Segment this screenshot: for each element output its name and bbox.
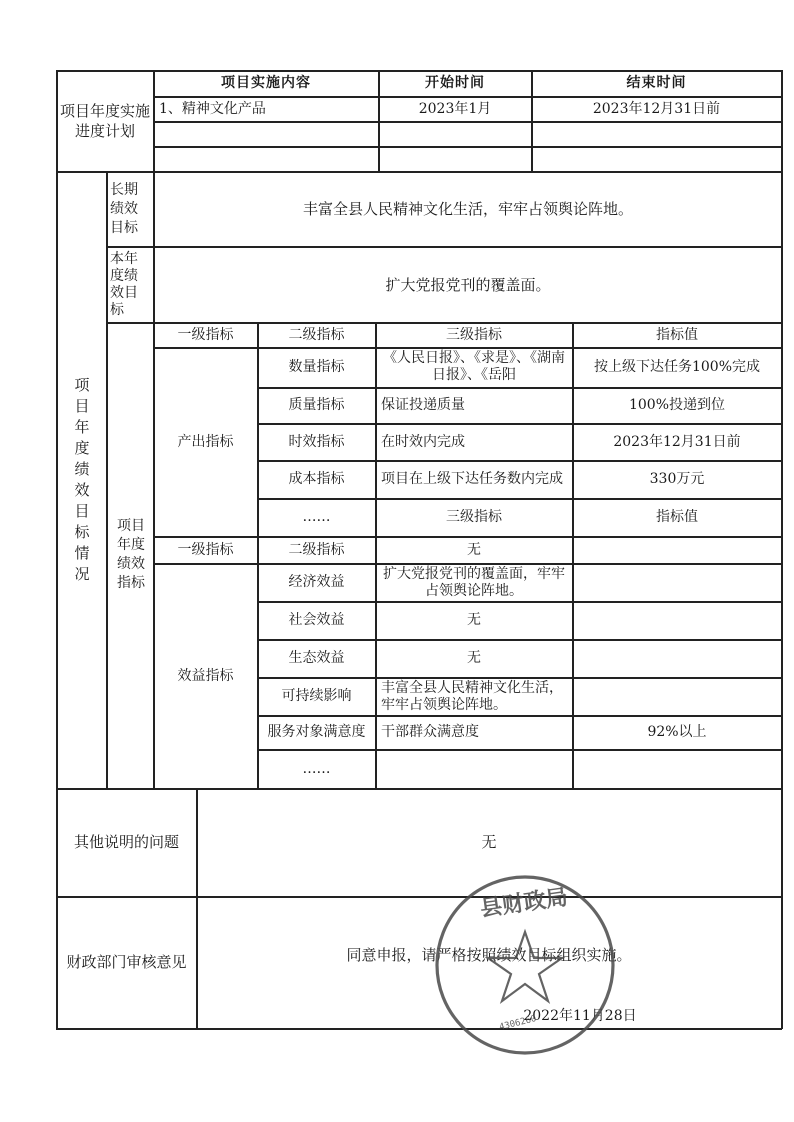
rule [781, 70, 783, 1029]
ind-header-value: 指标值 [656, 326, 698, 343]
mid-header-l2: 二级指标 [288, 541, 345, 558]
output-l3-more: 三级指标 [446, 509, 502, 525]
annual-text: 扩大党报党刊的覆盖面。 [385, 275, 551, 294]
review-text: 同意申报，请严格按照绩效目标组织实施。 [346, 945, 632, 964]
output-l3-time: 在时效内完成 [381, 433, 465, 450]
plan-label: 项目年度实施进度计划 [59, 102, 150, 140]
benefit-l3-ecological: 无 [467, 650, 481, 666]
ind-header-l3: 三级指标 [446, 326, 502, 343]
ind-header-l2: 二级指标 [288, 326, 345, 343]
benefit-l2-economic: 经济效益 [288, 574, 345, 590]
benefit-l2-more: …… [302, 760, 331, 777]
benefit-value-satisfaction: 92%以上 [647, 724, 707, 740]
plan-row-content: 1、精神文化产品 [159, 100, 266, 117]
seal-code: 4306260 [498, 1014, 538, 1033]
output-value-quantity: 按上级下达任务100%完成 [593, 359, 761, 375]
indicator-label: 项目年度绩效指标 [117, 518, 145, 591]
output-l3-cost: 项目在上级下达任务数内完成 [381, 471, 563, 487]
output-l3-quality: 保证投递质量 [381, 397, 465, 413]
col-header-end: 结束时间 [626, 75, 687, 91]
benefit-l3-satisfaction: 干部群众满意度 [381, 724, 479, 740]
seal-star-icon [488, 932, 562, 1001]
benefit-l3-economic: 扩大党报党刊的覆盖面，牢牢占领舆论阵地。 [383, 565, 565, 599]
benefit-l2-satisfaction: 服务对象满意度 [267, 724, 366, 740]
benefit-level1: 效益指标 [177, 667, 234, 684]
annual-label: 本年度绩效目标 [110, 251, 138, 318]
plan-row-end: 2023年12月31日前 [592, 100, 721, 117]
output-value-time: 2023年12月31日前 [613, 433, 741, 450]
col-header-start: 开始时间 [425, 75, 485, 91]
benefit-l3-social: 无 [467, 612, 481, 628]
benefit-l2-social: 社会效益 [288, 612, 345, 628]
output-value-quality: 100%投递到位 [628, 397, 726, 413]
rule [56, 1028, 782, 1030]
plan-row-start: 2023年1月 [418, 100, 492, 117]
benefit-l2-sustainable: 可持续影响 [281, 688, 352, 704]
output-value-more: 指标值 [656, 509, 698, 525]
official-seal [430, 870, 620, 1060]
long-term-text: 丰富全县人民精神文化生活，牢牢占领舆论阵地。 [302, 199, 633, 218]
long-term-label: 长期绩效目标 [110, 181, 138, 236]
other-text: 无 [481, 833, 497, 851]
output-l2-quantity: 数量指标 [288, 359, 345, 375]
output-value-cost: 330万元 [649, 471, 705, 487]
output-l2-quality: 质量指标 [288, 397, 345, 413]
benefit-l3-sustainable: 丰富全县人民精神文化生活，牢牢占领舆论阵地。 [381, 679, 563, 713]
mid-header-l1: 一级指标 [177, 541, 234, 558]
benefit-l2-ecological: 生态效益 [288, 650, 345, 666]
output-l3-quantity: 《人民日报》、《求是》、《湖南日报》、《岳阳 [383, 350, 565, 383]
ind-header-l1: 一级指标 [177, 326, 234, 343]
review-date: 2022年11月28日 [523, 1007, 637, 1024]
output-l2-time: 时效指标 [288, 433, 345, 450]
output-level1: 产出指标 [177, 433, 234, 450]
seal-text: 县财政局 [478, 884, 570, 923]
col-header-content: 项目实施内容 [221, 75, 311, 91]
review-label: 财政部门审核意见 [66, 953, 187, 971]
other-label: 其他说明的问题 [73, 833, 179, 851]
mid-header-l3: 无 [467, 541, 481, 558]
output-l2-more: …… [302, 509, 331, 525]
output-l2-cost: 成本指标 [288, 471, 345, 487]
goals-outer-label: 项目年度绩效目标情况 [74, 376, 90, 583]
